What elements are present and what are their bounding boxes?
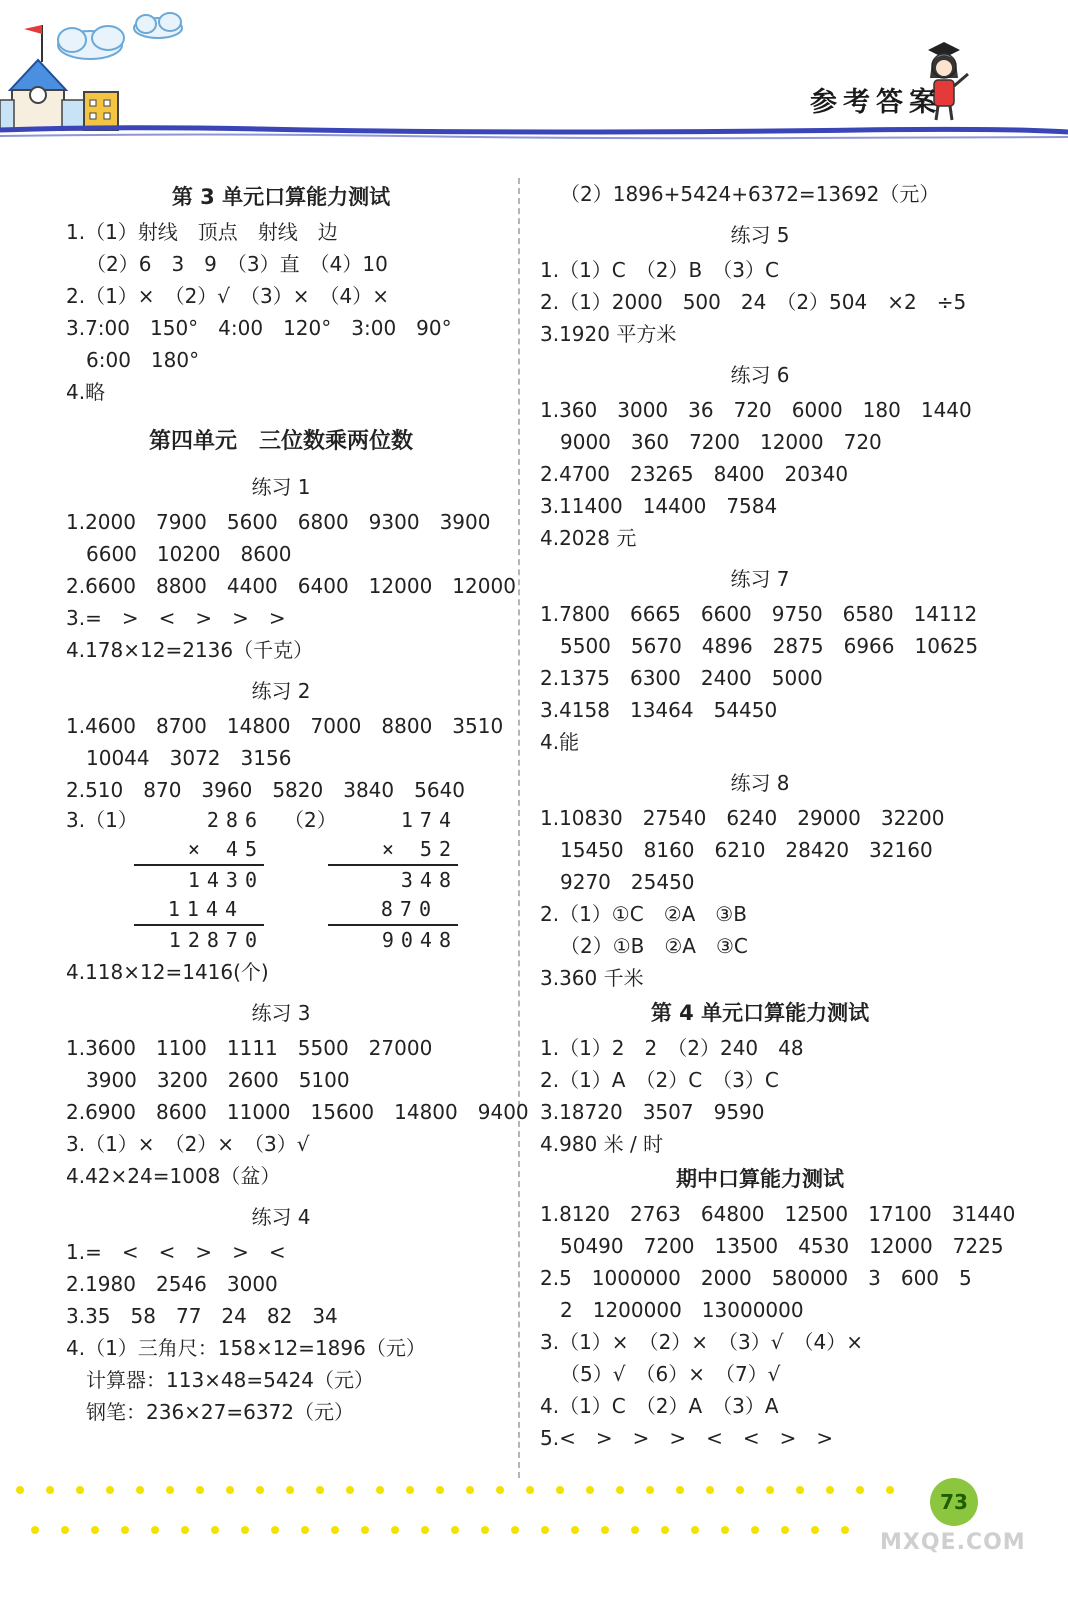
answer-line: 1.7800 6665 6600 9750 6580 14112 [540, 602, 978, 626]
vertical-multiplication [66, 806, 496, 956]
answer-line: 4.（1）三角尺：158×12=1896（元） [66, 1336, 426, 1360]
answer-line: （2）6 3 9 （3）直 （4）10 [86, 252, 388, 276]
answer-line: 2.1375 6300 2400 5000 [540, 666, 823, 690]
calculation-1 [134, 806, 264, 955]
page-number-badge: 73 [930, 1478, 978, 1526]
unit-title: 第四单元 三位数乘两位数 [148, 429, 413, 454]
answer-line: （2）1896+5424+6372=13692（元） [560, 182, 940, 206]
answer-line: 2.6900 8600 11000 15600 14800 9400 [66, 1100, 529, 1124]
exercise-title: 练习 3 [251, 1001, 311, 1025]
exercise-title: 练习 4 [251, 1205, 311, 1229]
answer-line: 2.6600 8800 4400 6400 12000 12000 [66, 574, 516, 598]
exercise-title: 练习 8 [730, 771, 790, 795]
answer-line: 2.（1）2000 500 24 （2）504 ×2 ÷5 [540, 290, 967, 314]
answer-line: 2.5 1000000 2000 580000 3 600 5 [540, 1266, 972, 1290]
answer-line: 4.980 米 / 时 [540, 1132, 664, 1156]
answer-line: 3.11400 14400 7584 [540, 494, 778, 518]
exercise-title: 练习 6 [730, 363, 790, 387]
answer-line: 4.能 [540, 730, 580, 754]
calculation-2 [328, 806, 458, 955]
answer-line: 9270 25450 [560, 870, 695, 894]
exercise-title: 练习 7 [730, 567, 790, 591]
answer-line: 6600 10200 8600 [86, 542, 292, 566]
answer-line: （5）√ （6）× （7）√ [560, 1362, 781, 1386]
answer-line: 3.（1）× （2）× （3）√ （4）× [540, 1330, 863, 1354]
answer-line: 1.3600 1100 1111 5500 27000 [66, 1036, 433, 1060]
answer-line: 3.360 千米 [540, 966, 644, 990]
answer-line: 15450 8160 6210 28420 32160 [560, 838, 933, 862]
question-label: （2） [284, 808, 337, 832]
answer-line: 4.118×12=1416(个) [66, 960, 269, 984]
answer-line: 50490 7200 13500 4530 12000 7225 [560, 1234, 1004, 1258]
section-title: 第 3 单元口算能力测试 [171, 185, 391, 209]
exercise-title: 练习 1 [251, 475, 311, 499]
calc-row: 174 [400, 808, 458, 832]
calc-row: × 52 [328, 835, 458, 866]
answer-line: 3.4158 13464 54450 [540, 698, 778, 722]
answer-line: 1.= < < > > < [66, 1240, 286, 1264]
exercise-title: 练习 5 [730, 223, 790, 247]
calc-row: 9048 [381, 928, 458, 952]
answer-line: 5500 5670 4896 2875 6966 10625 [560, 634, 979, 658]
answer-line: 1.8120 2763 64800 12500 17100 31440 [540, 1202, 1016, 1226]
calc-row: 1430 [187, 868, 264, 892]
answer-line: 2 1200000 13000000 [560, 1298, 804, 1322]
school-icon [0, 60, 118, 130]
answer-line: 2.510 870 3960 5820 3840 5640 [66, 778, 466, 802]
calc-row: × 45 [134, 835, 264, 866]
answer-line: 2.1980 2546 3000 [66, 1272, 278, 1296]
calc-row: 12870 [168, 928, 264, 952]
answer-line: 4.（1）C （2）A （3）A [540, 1394, 779, 1418]
answer-line: 4.178×12=2136（千克） [66, 638, 314, 662]
section-title: 期中口算能力测试 [676, 1167, 844, 1191]
answer-line: 1.（1）C （2）B （3）C [540, 258, 779, 282]
answer-line: 钢笔：236×27=6372（元） [86, 1400, 355, 1424]
answer-line: 4.略 [66, 380, 106, 404]
answer-line: 4.42×24=1008（盆） [66, 1164, 281, 1188]
answer-line: 3.35 58 77 24 82 34 [66, 1304, 338, 1328]
calc-row: 1144 [134, 895, 264, 926]
header [0, 0, 1068, 150]
answer-line: 3.7:00 150° 4:00 120° 3:00 90° [66, 316, 452, 340]
answer-line: 1.10830 27540 6240 29000 32200 [540, 806, 945, 830]
column-divider [518, 178, 520, 1478]
cloud-icon [58, 26, 124, 59]
answer-line: 计算器：113×48=5424（元） [86, 1368, 375, 1392]
answer-line: 1.360 3000 36 720 6000 180 1440 [540, 398, 972, 422]
answer-line: 1.（1）射线 顶点 射线 边 [66, 220, 338, 244]
header-illustration [0, 0, 1068, 150]
answer-line: 3.18720 3507 9590 [540, 1100, 765, 1124]
section-title: 第 4 单元口算能力测试 [650, 1001, 870, 1025]
calc-row: 286 [206, 808, 264, 832]
answer-line: 1.4600 8700 14800 7000 8800 3510 [66, 714, 504, 738]
footer-dot-border [0, 1478, 1068, 1578]
answer-line: （2）①B ②A ③C [560, 934, 748, 958]
calc-row: 870 [328, 895, 458, 926]
answer-line: 3.（1）× （2）× （3）√ [66, 1132, 310, 1156]
question-label: 3.（1） [66, 808, 138, 832]
answer-line: 5.< > > > < < > > [540, 1426, 834, 1450]
answer-line: 2.（1）× （2）√ （3）× （4）× [66, 284, 389, 308]
cloud-icon [134, 13, 182, 38]
answer-line: 6:00 180° [86, 348, 200, 372]
answer-line: 2.4700 23265 8400 20340 [540, 462, 849, 486]
answer-line: 2.（1）A （2）C （3）C [540, 1068, 779, 1092]
calc-row: 348 [400, 868, 458, 892]
answer-line: 1.（1）2 2 （2）240 48 [540, 1036, 804, 1060]
answer-line: 2.（1）①C ②A ③B [540, 902, 747, 926]
right-column [540, 178, 1016, 1454]
header-stripe [0, 128, 1068, 132]
answer-line: 9000 360 7200 12000 720 [560, 430, 882, 454]
answer-line: 10044 3072 3156 [86, 746, 292, 770]
answer-line: 3.1920 平方米 [540, 322, 677, 346]
answer-line: 3900 3200 2600 5100 [86, 1068, 350, 1092]
left-column [66, 178, 529, 1428]
header-title: 参考答案 [810, 87, 942, 118]
watermark: MXQE.COM [880, 1530, 1026, 1555]
exercise-title: 练习 2 [251, 679, 311, 703]
answer-line: 3.= > < > > > [66, 606, 286, 630]
answer-line: 1.2000 7900 5600 6800 9300 3900 [66, 510, 491, 534]
answer-line: 4.2028 元 [540, 526, 637, 550]
